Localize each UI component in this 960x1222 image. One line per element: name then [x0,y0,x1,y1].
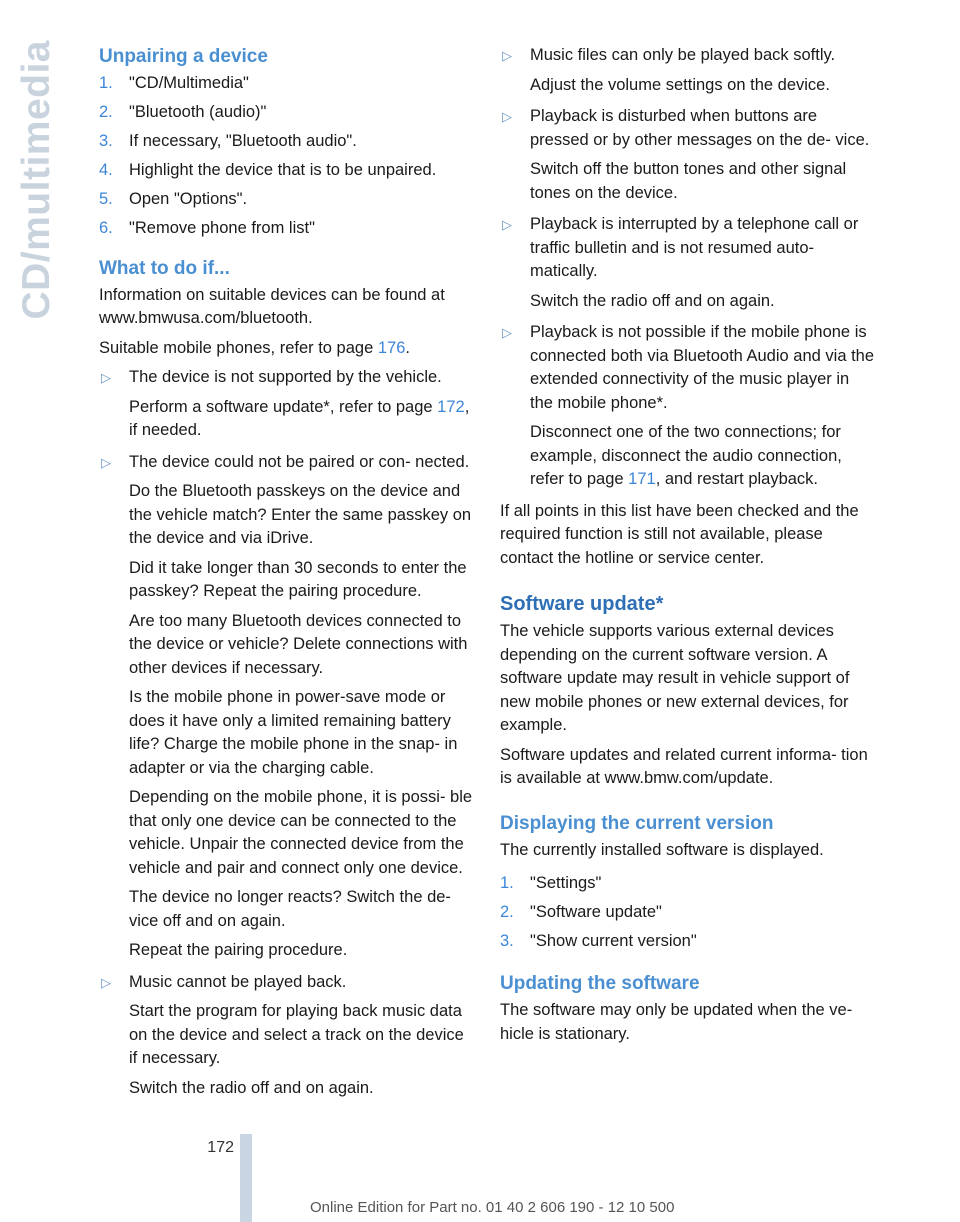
list-item [99,101,475,125]
solution-text-start: Perform a software update*, refer to page [129,397,438,416]
unpair-heading: Unpairing a device [99,46,268,67]
software-update-heading: Software update* [500,593,664,615]
list-item [500,105,876,205]
step-number: 1. [500,874,514,892]
list-item [99,366,475,443]
list-item [99,72,475,96]
triangle-bullet-icon: ▷ [502,217,512,232]
list-item [99,130,475,154]
solution-text-end: , and restart playback. [655,470,819,488]
step-number: 2. [500,903,514,922]
solution-text: Do the Bluetooth passkeys on the device and the vehicle match? Enter the same passkey on the device and via iDrive. [129,482,472,548]
step-number: 4. [99,161,113,180]
display-version-steps [500,872,876,954]
solution-text-end: , if needed. [129,397,470,440]
phones-reference-end: . [405,338,410,357]
software-paragraph: Software updates and related current informa- tion is available at www.bmw.com/update. [500,745,868,787]
step-number: 6. [99,219,113,238]
step-text: "Remove phone from list" [129,219,315,238]
triangle-bullet-icon: ▷ [101,454,111,470]
problem-text: The device could not be paired or con- nected. [129,452,470,471]
solution-text: Did it take longer than 30 seconds to enter the passkey? Repeat the pairing procedure. [129,558,467,601]
edition-note: Online Edition for Part no. 01 40 2 606 190 - 12 10 500 [310,1199,675,1216]
step-text: Open "Options". [129,190,248,209]
step-text: If necessary, "Bluetooth audio". [129,132,357,151]
footer-bar [240,1134,252,1222]
problem-text: Music files can only be played back softly. [530,46,836,64]
list-item [99,971,475,1101]
triangle-bullet-icon: ▷ [101,974,111,990]
solution-text [530,421,876,492]
solution-text: Switch the radio off and on again. [530,291,775,310]
display-version-heading: Displaying the current version [500,812,774,834]
step-number: 1. [99,74,113,92]
phones-reference [99,337,475,361]
step-number: 3. [99,132,113,151]
page-link[interactable]: 171 [628,470,656,488]
list-item [500,930,876,954]
step-number: 3. [500,932,514,951]
problem-text: Playback is not possible if the mobile phone is connected both via Bluetooth Audio and via the extended connectivity of the music player in the mobile phone*. [530,323,875,412]
solution-text: Is the mobile phone in power-save mode or does it have only a limited remaining battery life? Charge the mobile phone in the snap- in adapter or via the charging cable. [129,688,458,777]
page-link[interactable]: 172 [437,397,465,416]
step-number: 5. [99,190,113,209]
triangle-bullet-icon: ▷ [502,325,512,340]
list-item [500,213,876,313]
software-paragraph: The vehicle supports various external devices depending on the current software version. A software update may result in vehicle support of new mobile phones or new external devices, for example. [500,622,850,734]
step-text: "Bluetooth (audio)" [129,103,267,122]
page-link[interactable]: 176 [377,338,406,357]
list-item [99,188,475,212]
solution-text: Switch the radio off and on again. [129,1078,374,1097]
updating-software-paragraph: The software may only be updated when the ve- hicle is stationary. [500,1001,853,1043]
step-text: "Software update" [530,903,662,922]
list-item [99,451,475,963]
page-number: 172 [207,1139,234,1156]
problem-text: Playback is disturbed when buttons are pressed or by other messages on the de- vice. [530,107,870,149]
updating-software-heading: Updating the software [500,973,700,995]
right-column [500,44,876,1052]
solution-text: Start the program for playing back music data on the device and select a track on the device if necessary. [129,1002,464,1068]
whattodo-heading: What to do if... [99,257,230,279]
solution-text: Switch off the button tones and other signal tones on the device. [530,160,847,202]
list-item [500,901,876,925]
list-item [500,872,876,896]
info-paragraph: Information on suitable devices can be found at www.bmwusa.com/bluetooth. [99,285,445,328]
step-text: "Show current version" [530,932,697,951]
step-number: 2. [99,103,113,122]
list-item [99,159,475,183]
solution-text [129,396,475,443]
step-text: Highlight the device that is to be unpaired. [129,161,437,180]
problem-text: The device is not supported by the vehicle. [129,368,442,387]
unpair-steps [99,72,475,241]
solution-text: The device no longer reacts? Switch the de- vice off and on again. [129,888,451,930]
triangle-bullet-icon: ▷ [101,370,111,386]
problem-text: Music cannot be played back. [129,972,347,991]
troubleshoot-list-continued [500,44,876,492]
list-item [500,44,876,97]
solution-text: Adjust the volume settings on the device. [530,75,830,94]
side-tab [14,40,60,320]
problem-text: Playback is interrupted by a telephone call or traffic bulletin and is not resumed auto- matically. [530,215,859,280]
phones-reference-text: Suitable mobile phones, refer to page [99,338,378,357]
display-version-paragraph: The currently installed software is displayed. [500,840,824,859]
left-column [99,44,475,1108]
solution-text: Repeat the pairing procedure. [129,941,348,960]
solution-text: Are too many Bluetooth devices connected to the device or vehicle? Delete connections with other devices if necessary. [129,611,468,677]
closing-paragraph: If all points in this list have been checked and the required function is still not available, please contact the hotline or service center. [500,501,859,567]
step-text: "Settings" [530,874,602,892]
list-item [500,321,876,492]
triangle-bullet-icon: ▷ [502,109,512,124]
solution-text: Depending on the mobile phone, it is possi- ble that only one device can be connected to the vehicle. Unpair the connected device from the vehicle and pair and connect only one device. [129,788,473,877]
list-item [99,217,475,241]
solution-text-start: Disconnect one of the two connections; for example, disconnect the audio connection, refer to page [530,423,842,488]
step-text: "CD/Multimedia" [129,74,249,92]
triangle-bullet-icon: ▷ [502,48,512,63]
troubleshoot-list [99,366,475,1100]
side-tab-label: CD/multimedia [15,40,58,320]
